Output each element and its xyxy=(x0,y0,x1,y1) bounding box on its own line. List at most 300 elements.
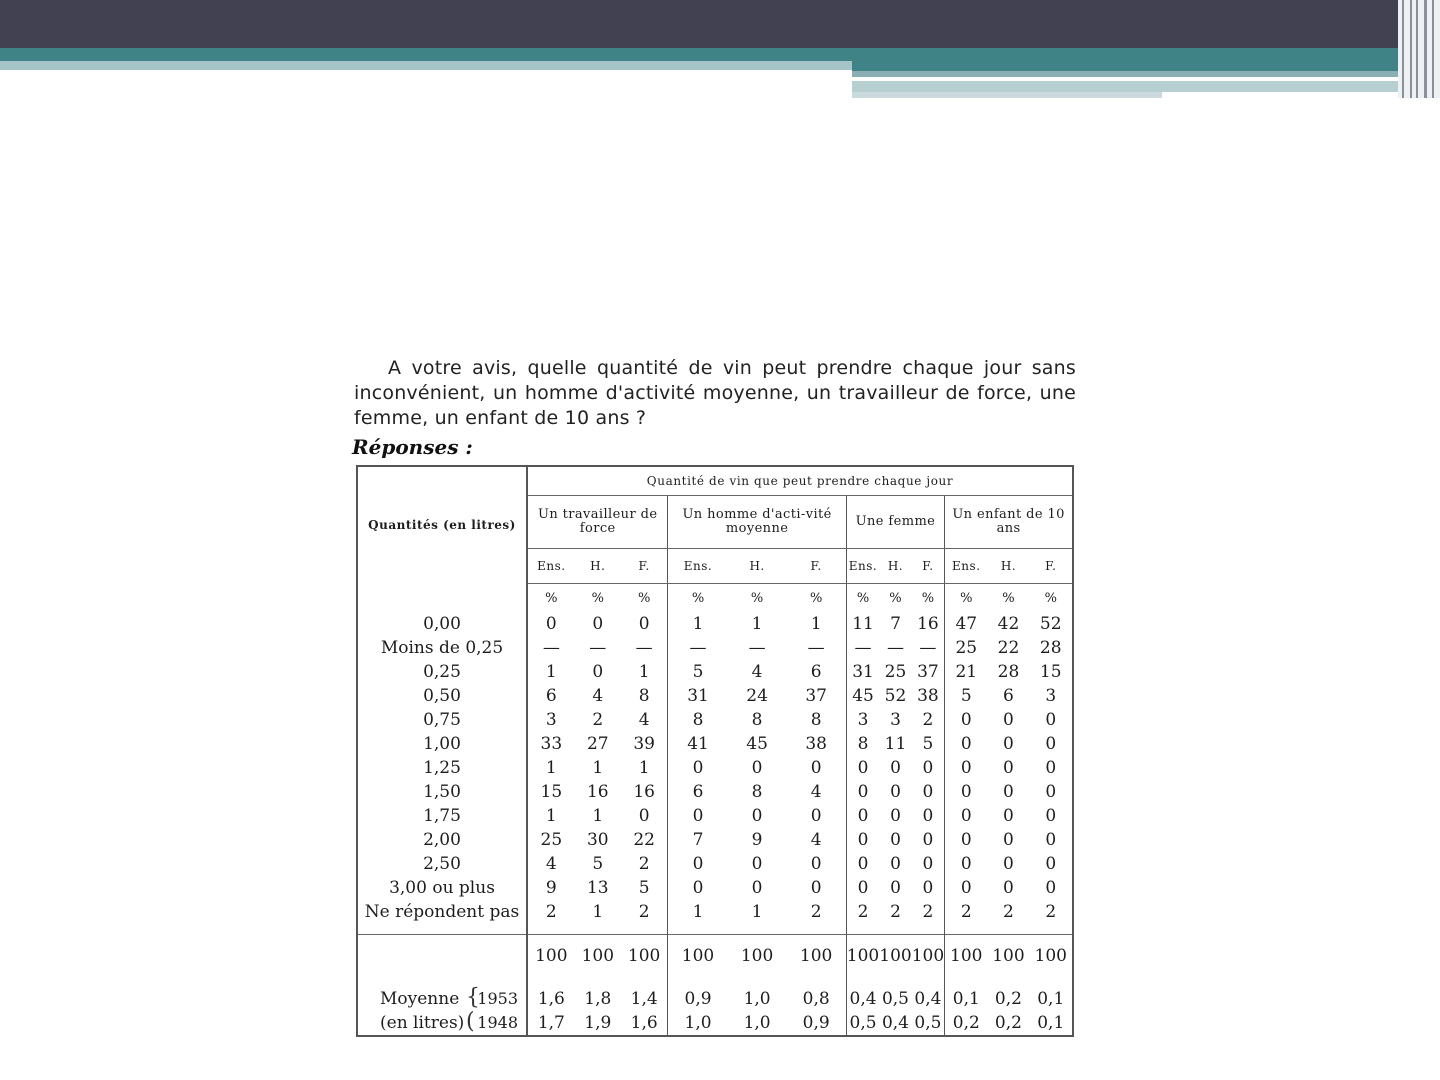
table-cell: 11 xyxy=(846,612,879,636)
table-cell: 0 xyxy=(1003,782,1014,802)
table-cell: 0 xyxy=(890,806,901,826)
row-label: Moins de 0,25 xyxy=(380,638,504,658)
table-cell: 39 xyxy=(633,734,655,754)
table-cell: 8 xyxy=(751,710,763,730)
table-cell: 1 xyxy=(668,612,728,636)
table-cell: 8 xyxy=(846,732,879,756)
table-row xyxy=(357,900,1073,924)
average-cell: 0,5 xyxy=(914,1013,942,1033)
table-cell: 15 xyxy=(527,780,575,804)
table-cell: 1 xyxy=(751,902,763,922)
table-cell: 6 xyxy=(668,780,728,804)
table-cell: 38 xyxy=(805,734,827,754)
average-cell: 0,5 xyxy=(846,1011,879,1036)
table-cell: 4 xyxy=(810,782,822,802)
table-row xyxy=(357,756,1073,780)
table-cell: 16 xyxy=(633,782,655,802)
subheader: F. xyxy=(1030,549,1074,584)
row-label: 0,75 xyxy=(423,710,461,730)
table-cell: 6 xyxy=(1003,686,1014,706)
table-cell: 0 xyxy=(751,806,763,826)
average-cell: 1,0 xyxy=(743,989,771,1009)
average-cell: 0,1 xyxy=(1037,1013,1065,1033)
total-cell: 100 xyxy=(945,935,988,978)
table-cell: 5 xyxy=(638,878,650,898)
subheader: H. xyxy=(575,549,621,584)
header-bar xyxy=(0,0,1398,48)
table-row xyxy=(357,852,1073,876)
table-cell: 42 xyxy=(997,614,1020,634)
table-cell: 16 xyxy=(917,614,939,634)
group-header: Un travailleur de force xyxy=(527,496,668,549)
table-row xyxy=(357,732,1073,756)
table-cell: 1 xyxy=(527,756,575,780)
header-band xyxy=(852,92,1162,98)
spacer-cell xyxy=(668,924,728,935)
table-cell: 0 xyxy=(846,780,879,804)
average-cell: 0,4 xyxy=(881,1013,909,1033)
table-cell: 0 xyxy=(945,708,988,732)
table-cell: 0 xyxy=(945,804,988,828)
table-cell: 8 xyxy=(668,708,728,732)
total-cell: 100 xyxy=(912,935,945,978)
table-cell: 0 xyxy=(945,780,988,804)
row-label: 0,25 xyxy=(423,662,461,682)
table-cell: 0 xyxy=(945,756,988,780)
table-cell: 3 xyxy=(1045,686,1057,706)
header-light-band xyxy=(0,61,852,70)
table-cell: 1 xyxy=(751,614,763,634)
brace-symbol: ( xyxy=(466,1009,475,1034)
total-cell: 100 xyxy=(728,935,787,978)
subheader: Ens. xyxy=(846,549,879,584)
table-cell: 2 xyxy=(638,854,650,874)
table-cell: 2 xyxy=(1003,902,1014,922)
table-cell: 25 xyxy=(884,662,907,682)
table-cell: 0 xyxy=(1045,758,1057,778)
table-cell: 0 xyxy=(846,828,879,852)
table-cell: 22 xyxy=(633,830,655,850)
spacer-cell xyxy=(621,977,668,987)
totals-row xyxy=(357,935,1073,978)
answers-heading: Réponses : xyxy=(352,435,473,459)
table-cell: 0 xyxy=(945,732,988,756)
table-cell: 0 xyxy=(751,854,763,874)
table-cell: — xyxy=(807,638,825,658)
table-cell: 0 xyxy=(638,614,650,634)
table-cell: 0 xyxy=(945,876,988,900)
total-cell: 100 xyxy=(1030,935,1074,978)
average-cell: 0,2 xyxy=(945,1011,988,1036)
average-cell: 1,6 xyxy=(630,1013,658,1033)
spacer-cell xyxy=(357,977,527,987)
total-cell: 100 xyxy=(787,935,847,978)
table-cell: 0 xyxy=(890,758,901,778)
table-cell: 0 xyxy=(1045,734,1057,754)
table-cell: 3 xyxy=(890,710,901,730)
table-cell: 2 xyxy=(527,900,575,924)
spacer-cell xyxy=(787,977,847,987)
table-cell: — xyxy=(668,636,728,660)
spacer-cell xyxy=(846,924,879,935)
percent-cell: % xyxy=(1044,590,1057,606)
table-cell: 0 xyxy=(1045,710,1057,730)
spacer-cell xyxy=(1030,977,1074,987)
table-cell: 45 xyxy=(846,684,879,708)
table-cell: 4 xyxy=(527,852,575,876)
row-label xyxy=(357,935,527,978)
table-row xyxy=(357,684,1073,708)
row-label: 1,00 xyxy=(423,734,461,754)
average-cell: 0,2 xyxy=(994,1013,1022,1033)
table-cell: 2 xyxy=(1045,902,1057,922)
table-cell: 13 xyxy=(586,878,609,898)
table-cell: 0 xyxy=(1045,782,1057,802)
spacer-cell xyxy=(879,977,911,987)
spacer-cell xyxy=(912,924,945,935)
average-year: 1948 xyxy=(477,1013,518,1032)
table-row xyxy=(357,876,1073,900)
table-cell: 4 xyxy=(638,710,650,730)
table-cell: 31 xyxy=(846,660,879,684)
spacer-cell xyxy=(912,977,945,987)
table-cell: 0 xyxy=(1003,878,1014,898)
table-cell: 6 xyxy=(527,684,575,708)
table-cell: 3 xyxy=(527,708,575,732)
total-cell: 100 xyxy=(879,935,911,978)
total-cell: 100 xyxy=(621,935,668,978)
total-cell: 100 xyxy=(668,935,728,978)
table-cell: 2 xyxy=(810,902,822,922)
spacer-cell xyxy=(787,924,847,935)
table-cell: 5 xyxy=(592,854,604,874)
average-cell: 0,5 xyxy=(881,989,909,1009)
row-label: 1,25 xyxy=(423,758,461,778)
row-header: Quantités (en litres) xyxy=(368,518,516,533)
table-cell: 1 xyxy=(592,806,604,826)
percent-row xyxy=(357,584,1073,613)
table-cell: — xyxy=(527,636,575,660)
table-cell: 4 xyxy=(810,830,822,850)
table-row xyxy=(357,828,1073,852)
percent-cell: % xyxy=(637,590,651,606)
table-cell: 0 xyxy=(668,852,728,876)
table-cell: — xyxy=(748,638,766,658)
table-cell: 0 xyxy=(846,756,879,780)
table-cell: 2 xyxy=(922,710,934,730)
table-cell: 22 xyxy=(997,638,1020,658)
table-cell: 0 xyxy=(1045,854,1057,874)
table-cell: — xyxy=(846,636,879,660)
table-cell: 2 xyxy=(638,902,650,922)
spacer-cell xyxy=(357,924,527,935)
average-cell: 1,8 xyxy=(584,989,612,1009)
table-cell: 6 xyxy=(810,662,822,682)
spacer-cell xyxy=(846,977,879,987)
table-cell: 0 xyxy=(1003,830,1014,850)
percent-cell: % xyxy=(591,590,604,606)
table-cell: 15 xyxy=(1039,662,1062,682)
wine-quantity-table xyxy=(356,465,1074,1037)
table-cell: 9 xyxy=(527,876,575,900)
brace-symbol: { xyxy=(466,985,480,1010)
table-cell: 5 xyxy=(668,660,728,684)
table-cell: 9 xyxy=(751,830,763,850)
table-cell: 47 xyxy=(945,612,988,636)
percent-cell: % xyxy=(846,584,879,613)
total-cell: 100 xyxy=(987,935,1029,978)
percent-cell: % xyxy=(668,584,728,613)
group-header: Une femme xyxy=(846,496,944,549)
table-cell: 0 xyxy=(846,876,879,900)
average-cell: 1,7 xyxy=(527,1011,575,1036)
average-cell: 0,9 xyxy=(668,987,728,1011)
table-cell: 31 xyxy=(668,684,728,708)
average-cell: 0,9 xyxy=(802,1013,830,1033)
table-cell: 0 xyxy=(846,804,879,828)
average-cell: 1,9 xyxy=(584,1013,612,1033)
table-cell: 0 xyxy=(1045,878,1057,898)
table-cell: 0 xyxy=(922,782,934,802)
table-cell: 8 xyxy=(638,686,650,706)
table-cell: 0 xyxy=(890,782,901,802)
table-cell: 4 xyxy=(592,686,604,706)
subheader: F. xyxy=(787,549,847,584)
table-cell: 0 xyxy=(810,758,822,778)
average-cell: 0,4 xyxy=(846,987,879,1011)
table-cell: 0 xyxy=(1003,710,1014,730)
table-cell: 0 xyxy=(922,806,934,826)
spacer-cell xyxy=(527,924,575,935)
table-cell: 30 xyxy=(586,830,609,850)
table-cell: — xyxy=(919,638,937,658)
spacer-cell xyxy=(1030,924,1074,935)
average-cell: 0,8 xyxy=(802,989,830,1009)
row-label: 2,00 xyxy=(423,830,461,850)
average-label xyxy=(357,1011,527,1036)
table-cell: 1 xyxy=(638,662,650,682)
spacer-cell xyxy=(527,977,575,987)
spacer-cell xyxy=(945,977,988,987)
row-label: 2,50 xyxy=(423,854,461,874)
table-cell: 8 xyxy=(751,782,763,802)
average-cell: 1,0 xyxy=(743,1013,771,1033)
table-cell: 0 xyxy=(1045,806,1057,826)
percent-cell: % xyxy=(527,584,575,613)
row-label: Ne répondent pas xyxy=(364,902,520,922)
table-cell: 0 xyxy=(527,612,575,636)
percent-cell: % xyxy=(750,590,764,606)
spacer-cell xyxy=(575,924,621,935)
header-accent-band xyxy=(0,48,1410,61)
table-cell: 0 xyxy=(668,804,728,828)
table-cell: 38 xyxy=(917,686,939,706)
table-cell: 16 xyxy=(586,782,609,802)
table-cell: 5 xyxy=(945,684,988,708)
table-row xyxy=(357,612,1073,636)
table-cell: 11 xyxy=(884,734,907,754)
table-cell: 0 xyxy=(922,878,934,898)
table-cell: 21 xyxy=(945,660,988,684)
table-row xyxy=(357,636,1073,660)
row-label: 0,00 xyxy=(423,614,461,634)
average-cell: 1,0 xyxy=(668,1011,728,1036)
table-cell: 1 xyxy=(527,804,575,828)
table-cell: 25 xyxy=(945,636,988,660)
total-cell: 100 xyxy=(575,935,621,978)
table-cell: — xyxy=(886,638,904,658)
table-cell: 2 xyxy=(846,900,879,924)
percent-cell: % xyxy=(1002,590,1015,606)
group-header: Un homme d'acti-vité moyenne xyxy=(668,496,846,549)
table-cell: 0 xyxy=(810,854,822,874)
table-cell: 0 xyxy=(846,852,879,876)
table-cell: 0 xyxy=(592,662,604,682)
header-accent-band-right xyxy=(852,61,1412,71)
table-cell: 0 xyxy=(1045,830,1057,850)
table-cell: — xyxy=(589,638,607,658)
table-cell: 0 xyxy=(751,758,763,778)
table-cell: 0 xyxy=(668,756,728,780)
percent-cell: % xyxy=(809,590,823,606)
total-cell: 100 xyxy=(527,935,575,978)
table-cell: — xyxy=(635,638,653,658)
table-cell: 5 xyxy=(922,734,934,754)
scanned-document xyxy=(352,356,1080,1037)
row-label: 1,75 xyxy=(423,806,461,826)
average-cell: 0,4 xyxy=(914,989,942,1009)
table-row xyxy=(357,780,1073,804)
table-cell: 52 xyxy=(1039,614,1062,634)
average-year: 1953 xyxy=(477,989,518,1008)
table-cell: 0 xyxy=(1003,806,1014,826)
table-cell: 52 xyxy=(884,686,907,706)
average-label-text: (en litres) xyxy=(380,1013,465,1033)
table-cell: 8 xyxy=(810,710,822,730)
table-cell: 0 xyxy=(1003,734,1014,754)
average-label-text: Moyenne xyxy=(380,989,460,1009)
spacer-cell xyxy=(728,977,787,987)
table-cell: 0 xyxy=(890,878,901,898)
table-cell: 2 xyxy=(945,900,988,924)
table-cell: 2 xyxy=(592,710,604,730)
percent-cell: % xyxy=(921,590,935,606)
table-cell: 25 xyxy=(527,828,575,852)
group-header: Un enfant de 10 ans xyxy=(945,496,1073,549)
subheader: Ens. xyxy=(668,549,728,584)
table-cell: 0 xyxy=(890,830,901,850)
table-cell: 28 xyxy=(1039,638,1062,658)
average-label xyxy=(357,987,527,1011)
table-cell: 41 xyxy=(668,732,728,756)
table-cell: 37 xyxy=(917,662,939,682)
average-cell: 1,6 xyxy=(527,987,575,1011)
row-label: 0,50 xyxy=(423,686,461,706)
table-cell: 0 xyxy=(922,854,934,874)
table-cell: 0 xyxy=(945,828,988,852)
table-cell: 1 xyxy=(592,758,604,778)
table-cell: 0 xyxy=(1003,758,1014,778)
spacer-cell xyxy=(945,924,988,935)
spacer-cell xyxy=(987,924,1029,935)
average-cell: 1,4 xyxy=(630,989,658,1009)
table-cell: 1 xyxy=(592,902,604,922)
spacer-cell xyxy=(879,924,911,935)
table-cell: 0 xyxy=(638,806,650,826)
table-cell: 24 xyxy=(746,686,768,706)
table-cell: 27 xyxy=(586,734,609,754)
table-cell: 0 xyxy=(810,806,822,826)
subheader: Ens. xyxy=(527,549,575,584)
subheader: F. xyxy=(912,549,945,584)
header-edge-decoration xyxy=(1398,0,1440,98)
table-cell: 3 xyxy=(846,708,879,732)
average-cell: 0,2 xyxy=(994,989,1022,1009)
table-cell: 1 xyxy=(668,900,728,924)
row-label: 1,50 xyxy=(423,782,461,802)
spacer-cell xyxy=(575,977,621,987)
subheader: H. xyxy=(879,549,911,584)
table-cell: 7 xyxy=(890,614,901,634)
subheader: F. xyxy=(621,549,668,584)
table-cell: 0 xyxy=(751,878,763,898)
percent-cell: % xyxy=(945,584,988,613)
table-cell: 0 xyxy=(922,758,934,778)
table-cell: 0 xyxy=(890,854,901,874)
average-row xyxy=(357,987,1073,1011)
subheader: H. xyxy=(728,549,787,584)
spacer-cell xyxy=(668,977,728,987)
percent-cell: % xyxy=(889,590,902,606)
table-row xyxy=(357,660,1073,684)
subheader: Ens. xyxy=(945,549,988,584)
table-cell: 2 xyxy=(890,902,901,922)
table-row xyxy=(357,708,1073,732)
table-cell: 28 xyxy=(997,662,1020,682)
table-cell: 4 xyxy=(751,662,763,682)
spacer-cell xyxy=(987,977,1029,987)
table-cell: 45 xyxy=(746,734,768,754)
subheader: H. xyxy=(987,549,1029,584)
total-cell: 100 xyxy=(846,935,879,978)
average-row xyxy=(357,1011,1073,1036)
header-band xyxy=(852,81,1412,92)
table-cell: 1 xyxy=(638,758,650,778)
table-cell: 0 xyxy=(922,830,934,850)
row-label: 3,00 ou plus xyxy=(389,878,495,898)
survey-question: A votre avis, quelle quantité de vin peut prendre chaque jour sans inconvénient, un homme d'activité moyenne, un travailleur de force, une femme, un enfant de 10 ans ? xyxy=(354,357,1076,429)
table-cell: 0 xyxy=(810,878,822,898)
spacer-cell xyxy=(728,924,787,935)
table-cell: 0 xyxy=(1003,854,1014,874)
average-cell: 0,1 xyxy=(945,987,988,1011)
row-label xyxy=(357,584,527,613)
table-cell: 1 xyxy=(810,614,822,634)
table-cell: 1 xyxy=(527,660,575,684)
table-cell: 2 xyxy=(922,902,934,922)
spacer-cell xyxy=(621,924,668,935)
table-cell: 0 xyxy=(668,876,728,900)
table-cell: 0 xyxy=(592,614,604,634)
super-header: Quantité de vin que peut prendre chaque jour xyxy=(527,466,1073,496)
table-row xyxy=(357,804,1073,828)
table-cell: 0 xyxy=(945,852,988,876)
table-cell: 7 xyxy=(668,828,728,852)
table-cell: 37 xyxy=(805,686,827,706)
average-cell: 0,1 xyxy=(1037,989,1065,1009)
table-cell: 33 xyxy=(527,732,575,756)
spacer-row xyxy=(357,924,1073,935)
